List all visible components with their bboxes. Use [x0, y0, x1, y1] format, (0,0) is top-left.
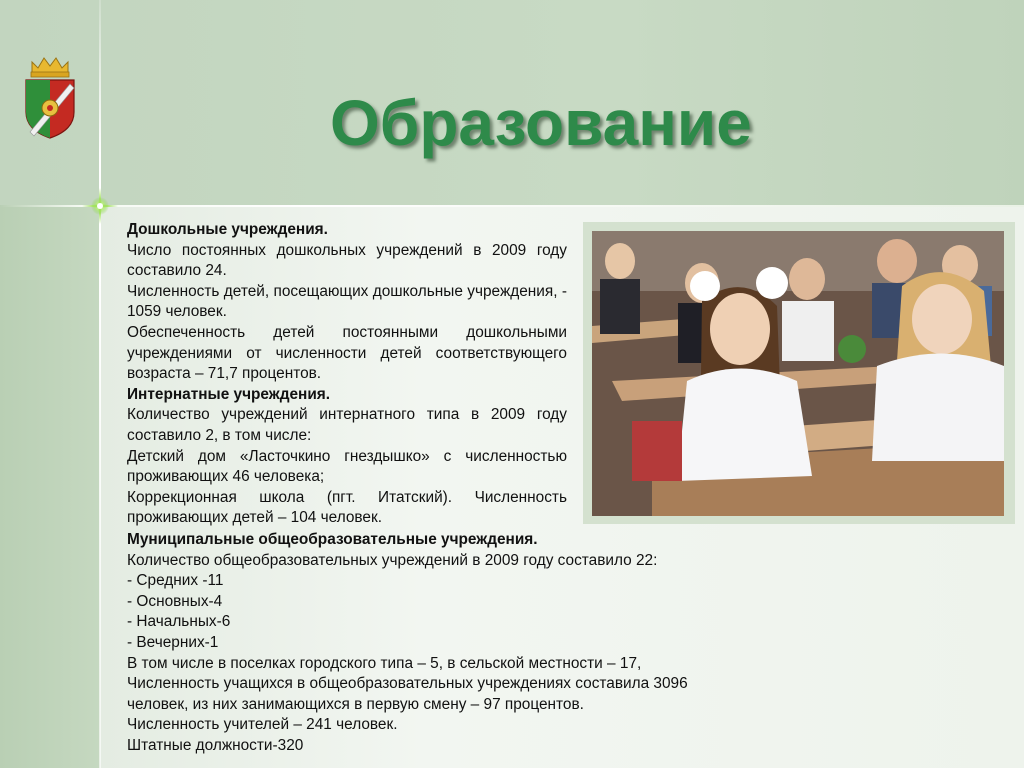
schools-line: Штатные должности-320 [127, 736, 304, 754]
preschool-paragraph-1: Число постоянных дошкольных учреждений в 2009 году составило 24. [127, 241, 567, 280]
preschool-paragraph-3: Обеспеченность детей постоянными дошкольными учреждениями от численности детей соответствующего возраста – 71,7 процентов. [127, 323, 567, 383]
schools-heading: Муниципальные общеобразовательные учреждения. [127, 531, 538, 548]
schools-line: Численность учителей – 241 человек. [127, 716, 398, 734]
boarding-paragraph-2: Детский дом «Ласточкино гнездышко» с численностью проживающих 46 человека; [127, 447, 567, 486]
schools-line: - Вечерних-1 [127, 633, 219, 651]
preschool-paragraph-2: Численность детей, посещающих дошкольные учреждения, - 1059 человек. [127, 282, 567, 321]
schools-section [127, 530, 767, 757]
left-strip [0, 205, 100, 768]
boarding-paragraph-3: Коррекционная школа (пгт. Итатский). Численность проживающих детей – 104 человек. [127, 488, 567, 527]
schools-line: - Основных-4 [127, 592, 223, 610]
sparkle-icon [82, 188, 118, 224]
slide-title: Образование [330, 87, 752, 159]
schools-line: - Средних -11 [127, 572, 224, 590]
boarding-paragraph-1: Количество учреждений интернатного типа в 2009 году составило 2, в том числе: [127, 406, 567, 444]
coat-of-arms-icon [20, 52, 80, 142]
boarding-heading: Интернатные учреждения. [127, 385, 331, 403]
schools-line: В том числе в поселках городского типа – 5, в сельской местности – 17, [127, 654, 642, 672]
preschool-heading: Дошкольные учреждения. [127, 221, 328, 238]
vertical-divider [99, 0, 101, 768]
header-divider [0, 205, 1024, 207]
schools-line: человек, из них занимающихся в первую смену – 97 процентов. [127, 695, 584, 713]
text-column [127, 220, 567, 529]
schools-line: Количество общеобразовательных учреждений в 2009 году составило 22: [127, 551, 658, 569]
classroom-photo [592, 231, 1004, 516]
schools-line: - Начальных-6 [127, 613, 231, 631]
schools-line: Численность учащихся в общеобразовательных учреждениях составила 3096 [127, 675, 688, 693]
